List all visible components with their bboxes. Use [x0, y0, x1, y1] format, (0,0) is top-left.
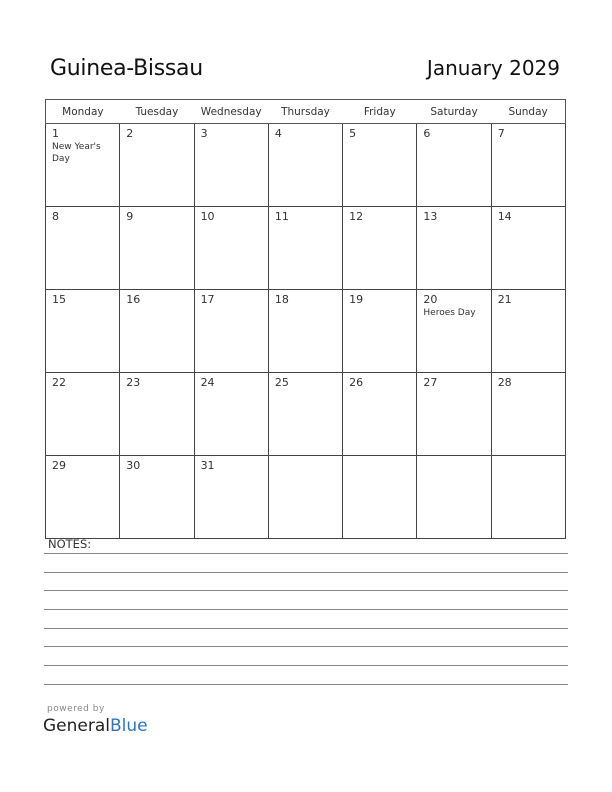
day-cell — [194, 373, 268, 456]
day-number: 12 — [349, 210, 364, 223]
day-number: 17 — [200, 293, 215, 306]
day-number: 9 — [126, 210, 134, 223]
day-cell — [491, 207, 565, 290]
day-number: 27 — [423, 376, 438, 389]
day-cell — [343, 207, 417, 290]
weekday-header: Friday — [343, 100, 417, 124]
day-number: 3 — [200, 127, 208, 140]
holiday-label: Heroes Day — [423, 308, 476, 318]
day-cell — [46, 456, 120, 539]
day-number: 7 — [497, 127, 505, 140]
day-cell — [46, 373, 120, 456]
day-cell — [194, 456, 268, 539]
day-number: 5 — [349, 127, 357, 140]
note-line — [44, 646, 568, 647]
note-line — [44, 665, 568, 666]
month-year-title: January 2029 — [426, 56, 560, 80]
note-line — [44, 572, 568, 573]
country-title: Guinea-Bissau — [50, 56, 203, 81]
day-cell — [120, 290, 194, 373]
day-cell — [491, 456, 565, 539]
calendar-grid — [45, 99, 566, 539]
day-number: 30 — [126, 459, 141, 472]
day-cell — [417, 124, 491, 207]
holiday-label: New Year's Day — [52, 142, 101, 164]
day-cell — [194, 290, 268, 373]
weekday-header-row — [46, 100, 566, 124]
day-number: 2 — [126, 127, 134, 140]
note-line — [44, 628, 568, 629]
brand-general: General — [43, 716, 110, 736]
weekday-header: Wednesday — [194, 100, 268, 124]
day-number: 1 — [52, 127, 59, 140]
day-number: 22 — [52, 376, 66, 389]
weekday-header: Thursday — [268, 100, 342, 124]
day-cell — [491, 124, 565, 207]
day-number: 6 — [423, 127, 431, 140]
day-cell — [120, 373, 194, 456]
day-cell — [120, 207, 194, 290]
day-cell — [268, 124, 342, 207]
day-cell — [46, 290, 120, 373]
week-row — [46, 290, 566, 373]
week-row — [46, 456, 566, 539]
generalblue-logo — [43, 716, 148, 736]
day-cell — [120, 456, 194, 539]
day-number: 31 — [200, 459, 215, 472]
day-number: 11 — [274, 210, 289, 223]
note-line — [44, 609, 568, 610]
day-number: 14 — [497, 210, 512, 223]
day-number: 24 — [200, 376, 215, 389]
day-number: 8 — [52, 210, 59, 223]
weekday-header: Tuesday — [120, 100, 194, 124]
day-cell — [491, 290, 565, 373]
day-number: 10 — [200, 210, 215, 223]
weekday-header: Monday — [46, 100, 120, 124]
day-cell — [417, 373, 491, 456]
day-number: 19 — [349, 293, 364, 306]
day-number: 4 — [274, 127, 282, 140]
day-cell — [343, 456, 417, 539]
day-number: 18 — [274, 293, 289, 306]
day-cell — [343, 290, 417, 373]
day-cell — [194, 207, 268, 290]
notes-label: NOTES: — [48, 537, 92, 551]
day-cell — [491, 373, 565, 456]
week-row — [46, 207, 566, 290]
day-cell — [268, 290, 342, 373]
day-number: 28 — [497, 376, 512, 389]
day-cell — [46, 207, 120, 290]
day-number: 20 — [423, 293, 438, 306]
day-number: 15 — [52, 293, 66, 306]
day-cell — [343, 124, 417, 207]
week-row — [46, 124, 566, 207]
day-cell — [343, 373, 417, 456]
day-number: 23 — [126, 376, 141, 389]
day-cell — [268, 456, 342, 539]
brand-blue: Blue — [110, 716, 148, 736]
day-cell — [417, 290, 491, 373]
day-number: 16 — [126, 293, 141, 306]
day-cell — [417, 207, 491, 290]
day-number: 21 — [497, 293, 512, 306]
weekday-header: Sunday — [491, 100, 565, 124]
note-line — [44, 590, 568, 591]
note-line — [44, 684, 568, 685]
day-number: 13 — [423, 210, 438, 223]
day-cell — [120, 124, 194, 207]
note-line — [44, 553, 568, 554]
day-cell — [417, 456, 491, 539]
day-cell — [268, 373, 342, 456]
weekday-header: Saturday — [417, 100, 491, 124]
day-cell — [268, 207, 342, 290]
day-cell — [194, 124, 268, 207]
day-cell — [46, 124, 120, 207]
day-number: 29 — [52, 459, 66, 472]
powered-by-text: powered by — [47, 704, 105, 714]
day-number: 26 — [349, 376, 364, 389]
week-row — [46, 373, 566, 456]
day-number: 25 — [274, 376, 289, 389]
